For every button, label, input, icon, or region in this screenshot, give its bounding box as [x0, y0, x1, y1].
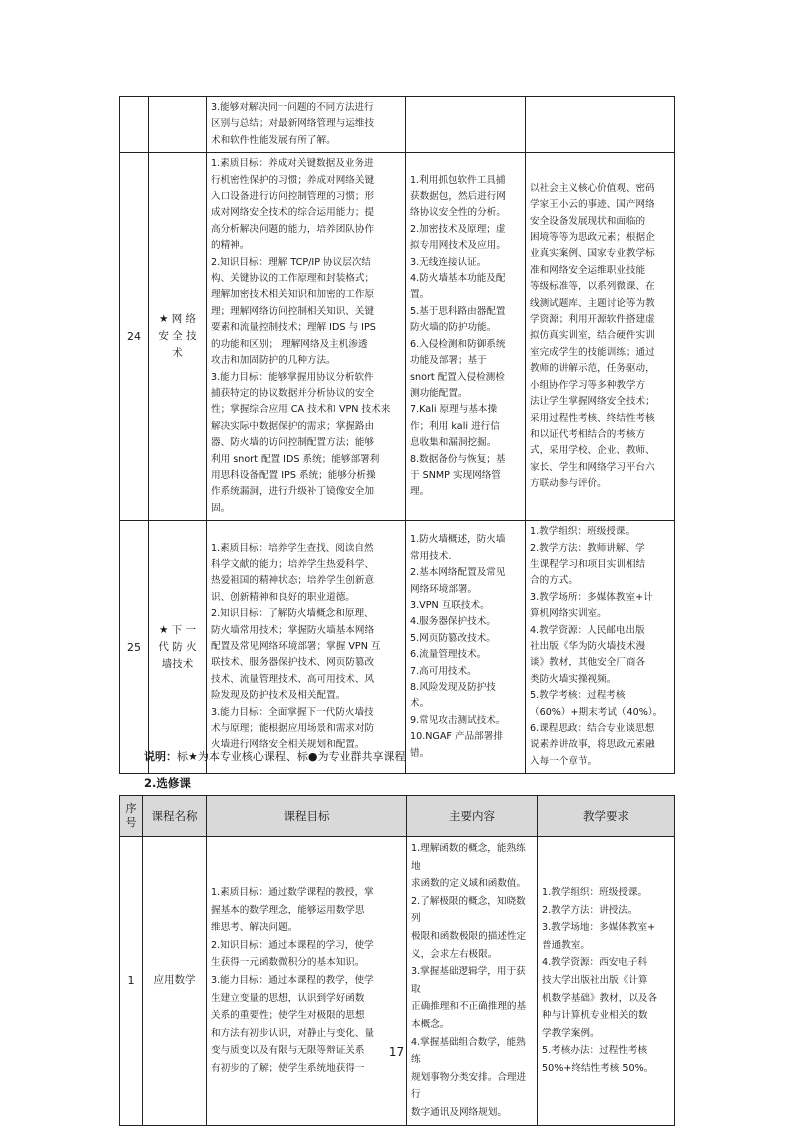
text-line: 3.能够对解决同一问题的不同方法进行 — [211, 102, 374, 113]
course-table-elective — [119, 795, 675, 1126]
row-number: 24 — [120, 153, 149, 521]
text-line: 本概念。 — [411, 1018, 450, 1030]
text-line: 络协议安全性的分析。 — [410, 207, 506, 219]
text-line: 机数学基础》教材，以及各 — [542, 992, 658, 1004]
text-line: 术和软件性能发展有所了解。 — [211, 134, 336, 146]
main-content — [406, 97, 526, 153]
text-line: 家长、学生和网络学习平台六 — [530, 461, 655, 473]
text-line: 2.了解极限的概念，知晓数列 — [411, 895, 526, 925]
text-line: 技术、流量管理技术、高可用技术、风 — [211, 673, 375, 685]
text-line: 式，采用学校、企业、教师、 — [530, 445, 655, 457]
text-line: 联技术、服务器保护技术、网页防篡改 — [211, 657, 375, 669]
text-line: 2.知识目标：了解防火墙概念和原理、 — [211, 608, 374, 620]
header-name: 课程名称 — [143, 796, 207, 837]
header-num: 序号 — [120, 796, 143, 837]
text-line: 数字通讯及网络规划。 — [411, 1106, 507, 1118]
text-line: 关系的重要性；使学生对极限的思想 — [211, 1010, 365, 1022]
text-line: 理；理解网络访问控制相关知识、关键 — [211, 305, 375, 317]
text-line: 6.流量管理技术。 — [410, 649, 487, 661]
text-line: 3.能力目标：通过本课程的教学，使学 — [211, 974, 374, 986]
text-line: 区别与总结；对最新网络管理与运维技 — [211, 118, 375, 130]
course-goals — [207, 521, 406, 774]
text-line: 的精神。 — [211, 240, 250, 252]
text-line: 火墙进行网络安全相关规划和配置。 — [211, 739, 365, 751]
text-line: 采用过程性考核、终结性考核 — [530, 412, 655, 424]
text-line: 室完成学生的技能训练；通过 — [530, 346, 655, 358]
text-line: 捕获特定的协议数据并分析协议的安全 — [211, 387, 375, 399]
text-line: 3.掌握基础逻辑学，用于获取 — [411, 966, 526, 995]
text-line: 器、防火墙的访问控制配置方法；能够 — [211, 437, 375, 449]
course-name — [149, 153, 207, 521]
text-line: 作系统漏洞，进行升级补丁镜像安全加 — [211, 486, 375, 498]
header-req: 教学要求 — [538, 796, 675, 837]
text-line: snort 配置入侵检测检 — [410, 371, 505, 383]
text-line: 理。 — [410, 486, 430, 498]
text-line: 4.服务器保护技术。 — [410, 616, 496, 628]
text-line: 2.基本网络配置及常见 — [410, 567, 506, 579]
text-line: 3.教学场所：多媒体教室+计 — [530, 591, 653, 603]
text-line: 线测试题库、主题讨论等为教 — [530, 297, 655, 309]
text-line: 配置及常见网络环境部署；掌握 VPN 互 — [211, 641, 381, 652]
text-line: 小组协作学习等多种教学方 — [530, 379, 646, 391]
text-line: 学教学案例。 — [542, 1027, 600, 1039]
text-line: 成对网络安全技术的综合运用能力；提 — [211, 207, 375, 219]
text-line: 谈》教材，其他安全厂商各 — [530, 657, 646, 669]
text-line: 50%+终结性考核 50%。 — [542, 1062, 654, 1074]
text-line: 1.教学组织：班级授课。 — [530, 526, 636, 538]
teaching-requirements — [526, 153, 675, 521]
text-line: 术 — [172, 347, 183, 360]
text-line: 高分析解决问题的能力，培养团队协作 — [211, 223, 375, 235]
teaching-requirements — [538, 837, 675, 1126]
text-line: 科学文献的能力；培养学生热爱科学、 — [211, 558, 375, 570]
text-line: 功能及部署；基于 — [410, 355, 487, 367]
row-number: 25 — [120, 521, 149, 774]
text-line: 4.防火墙基本功能及配 — [410, 273, 506, 285]
text-line: 等级标准等，以系列微课、在 — [530, 281, 655, 293]
text-line: 固。 — [211, 502, 231, 514]
table-row — [120, 97, 675, 153]
text-line: 解决实际中数据保护的需求；掌握路由 — [211, 420, 375, 432]
text-line: 作；利用 kali 进行信 — [410, 420, 500, 432]
text-line: 说素养讲故事，将思政元素融 — [530, 739, 655, 751]
text-line: 学家王小云的事迹、国产网络 — [530, 199, 655, 211]
text-line: 5.网页防篡改技术。 — [410, 632, 496, 644]
text-line: 2.知识目标：通过本课程的学习，使学 — [211, 939, 374, 951]
text-line: 构、关键协议的工作原理和封装格式； — [211, 273, 375, 285]
course-name — [143, 837, 207, 1126]
text-line: 维思考、解决问题。 — [211, 922, 298, 934]
text-line: 生课程学习和项目实训相结 — [530, 558, 646, 570]
text-line: ★ 下 一 — [158, 623, 197, 636]
text-line: 3.无线连接认证。 — [410, 256, 487, 268]
text-line: 极限和函数极限的描述性定 — [411, 930, 527, 942]
text-line: 识、创新精神和良好的职业道德。 — [211, 591, 355, 603]
text-line: 4.教学资源：人民邮电出版 — [530, 624, 645, 636]
text-line: 拟仿真实训室，结合硬件实训 — [530, 330, 655, 342]
text-line: 1.素质目标：养成对关键数据及业务进 — [211, 158, 374, 170]
text-line: 1.教学组织：班级授课。 — [542, 886, 648, 898]
text-line: 生获得一元函数微积分的基本知识。 — [211, 957, 365, 969]
text-line: 6.课程思政：结合专业谈思想 — [530, 723, 655, 735]
text-line: 以社会主义核心价值观、密码 — [530, 182, 655, 194]
text-line: 险发现及防护技术及相关配置。 — [211, 690, 346, 702]
text-line: 理解加密技术相关知识和加密的工作原 — [211, 289, 375, 301]
text-line: 1.利用抓包软件工具捕 — [410, 174, 506, 186]
text-line: 变与质变以及有限与无限等辩证关系 — [211, 1045, 365, 1057]
text-line: 和方法有初步认识，对静止与变化、量 — [211, 1027, 375, 1039]
text-line: 4.教学资源：西安电子科 — [542, 957, 648, 969]
text-line: 的功能和区别； 理解网络及主机渗透 — [211, 338, 368, 350]
text-line: 拟专用网技术及应用。 — [410, 240, 506, 252]
text-line: 方联动参与评价。 — [530, 478, 607, 490]
text-line: 利用 snort 配置 IDS 系统；能够部署利 — [211, 453, 380, 465]
text-line: 和以证代考相结合的考核方 — [530, 428, 646, 440]
text-line: 生建立变量的思想，认识到学好函数 — [211, 992, 365, 1004]
text-line: 1.理解函数的概念，能熟练地 — [411, 843, 526, 872]
text-line: 要素和流量控制技术；理解 IDS 与 IPS — [211, 322, 376, 334]
teaching-requirements — [526, 521, 675, 774]
course-name — [149, 521, 207, 774]
text-line: 2.教学方法：教师讲解、学 — [530, 542, 645, 554]
text-line: 热爱祖国的精神状态；培养学生创新意 — [211, 575, 375, 587]
text-line: 1.素质目标：通过数学课程的教授，掌 — [211, 886, 374, 898]
text-line: 有初步的了解；使学生系统地获得一 — [211, 1062, 365, 1074]
text-line: 安 全 技 — [158, 330, 197, 343]
text-line: 8.风险发现及防护技 — [410, 682, 496, 694]
course-name — [149, 97, 207, 153]
text-line: 算机网络实训室。 — [530, 608, 607, 620]
text-line: 普通教室。 — [542, 939, 590, 951]
text-line: 10.NGAF 产品部署排错。 — [410, 731, 503, 759]
text-line: 义，会求左右极限。 — [411, 948, 498, 960]
text-line: 1.素质目标：培养学生查找、阅读自然 — [211, 542, 374, 554]
header-goals: 课程目标 — [207, 796, 407, 837]
text-line: 教师的讲解示范，任务驱动， — [530, 363, 655, 375]
text-line: 9.常见攻击测试技术。 — [410, 714, 506, 726]
text-line: 5.考核办法：过程性考核 — [542, 1045, 648, 1057]
text-line: 入口设备进行访问控制管理的习惯；形 — [211, 191, 375, 203]
text-line: 防火墙的防护功能。 — [410, 322, 497, 334]
text-line: 法让学生掌握网络安全技术； — [530, 396, 655, 408]
text-line: 准和网络安全运维职业技能 — [530, 264, 646, 276]
text-line: 2.教学方法：讲授法。 — [542, 904, 638, 916]
main-content — [406, 521, 526, 774]
text-line: 3.教学场地：多媒体教室+ — [542, 922, 656, 934]
text-line: 网络环境部署。 — [410, 583, 478, 595]
text-line: 3.能力目标：能够掌握用协议分析软件 — [211, 371, 374, 383]
text-line: 常用技术. — [410, 550, 452, 562]
text-line: 术与原理；能根据应用场景和需求对防 — [211, 723, 375, 735]
text-line: 技大学出版社出版《计算 — [542, 974, 648, 986]
table-note — [144, 748, 405, 764]
text-line: 墙技术 — [161, 657, 194, 670]
course-goals — [207, 153, 406, 521]
text-line: 5.基于思科路由器配置 — [410, 305, 506, 317]
text-line: 代 防 火 — [158, 640, 197, 653]
text-line: 1.防火墙概述，防火墙 — [410, 534, 506, 546]
text-line: 6.入侵检测和防御系统 — [410, 338, 506, 350]
section-title: 2.选修课 — [144, 776, 191, 790]
text-line: 术。 — [410, 698, 430, 710]
text-line: 5.教学考核：过程考核 — [530, 690, 626, 702]
table-header-row — [120, 796, 675, 837]
teaching-requirements — [526, 97, 675, 153]
text-line: 置。 — [410, 289, 430, 301]
text-line: 类防火墙实操视频。 — [530, 673, 617, 685]
text-line: 社出版《华为防火墙技术漫 — [530, 641, 646, 652]
text-line: 防火墙常用技术；掌握防火墙基本网络 — [211, 624, 375, 636]
course-table-core — [119, 96, 675, 774]
text-line: 息收集和漏洞挖掘。 — [410, 437, 497, 449]
text-line: 4.掌握基础组合数学，能熟练 — [411, 1036, 526, 1066]
text-line: 握基本的数学理念，能够运用数学思 — [211, 904, 365, 916]
text-line: 7.高可用技术。 — [410, 665, 477, 677]
header-content: 主要内容 — [407, 796, 538, 837]
text-line: 行机密性保护的习惯；养成对网络关键 — [211, 174, 375, 186]
text-line: 应用数学 — [153, 974, 196, 987]
text-line: 学资源；利用开源软件搭建虚 — [530, 314, 655, 326]
text-line: 入每一个章节。 — [530, 755, 598, 767]
note-label: 说明： — [144, 750, 177, 763]
note-text: 标★为本专业核心课程、标●为专业群共享课程 — [177, 750, 406, 763]
text-line: 种与计算机专业相关的数 — [542, 1010, 648, 1022]
text-line: 2.知识目标：理解 TCP/IP 协议层次结 — [211, 256, 372, 268]
text-line: 攻击和加固防护的几种方法。 — [211, 355, 336, 367]
table-row — [120, 521, 675, 774]
text-line: 正确推理和不正确推理的基 — [411, 1001, 527, 1013]
text-line: 规划事物分类安排。合理进行 — [411, 1071, 527, 1101]
row-number: 1 — [120, 837, 143, 1126]
table-row — [120, 153, 675, 521]
text-line: 8.数据备份与恢复；基 — [410, 453, 506, 465]
text-line: 求函数的定义域和函数值。 — [411, 878, 527, 890]
text-line: 业真实案例、国家专业教学标 — [530, 248, 655, 260]
text-line: 2.加密技术及原理；虚 — [410, 223, 506, 235]
text-line: 3.VPN 互联技术。 — [410, 599, 490, 611]
page-number: 17 — [388, 1045, 405, 1059]
text-line: 7.Kali 原理与基本操 — [410, 404, 498, 416]
text-line: 用思科设备配置 IPS 系统；能够分析操 — [211, 469, 376, 481]
text-line: 性；掌握综合应用 CA 技术和 VPN 技术来 — [211, 404, 391, 416]
text-line: 困境等等为思政元素；根据企 — [530, 232, 655, 244]
main-content — [406, 153, 526, 521]
text-line: 合的方式。 — [530, 575, 578, 587]
row-number — [120, 97, 149, 153]
text-line: 3.能力目标：全面掌握下一代防火墙技 — [211, 706, 374, 718]
course-goals — [207, 97, 406, 153]
text-line: 安全设备发展现状和面临的 — [530, 215, 646, 227]
main-content — [407, 837, 538, 1126]
table-row — [120, 837, 675, 1126]
text-line: 获数据包，然后进行网 — [410, 191, 506, 203]
text-line: ★ 网 络 — [158, 313, 197, 326]
text-line: （60%）+期末考试（40%）。 — [530, 706, 663, 718]
course-goals — [207, 837, 407, 1126]
text-line: 于 SNMP 实现网络管 — [410, 469, 501, 481]
text-line: 测功能配置。 — [410, 387, 468, 399]
